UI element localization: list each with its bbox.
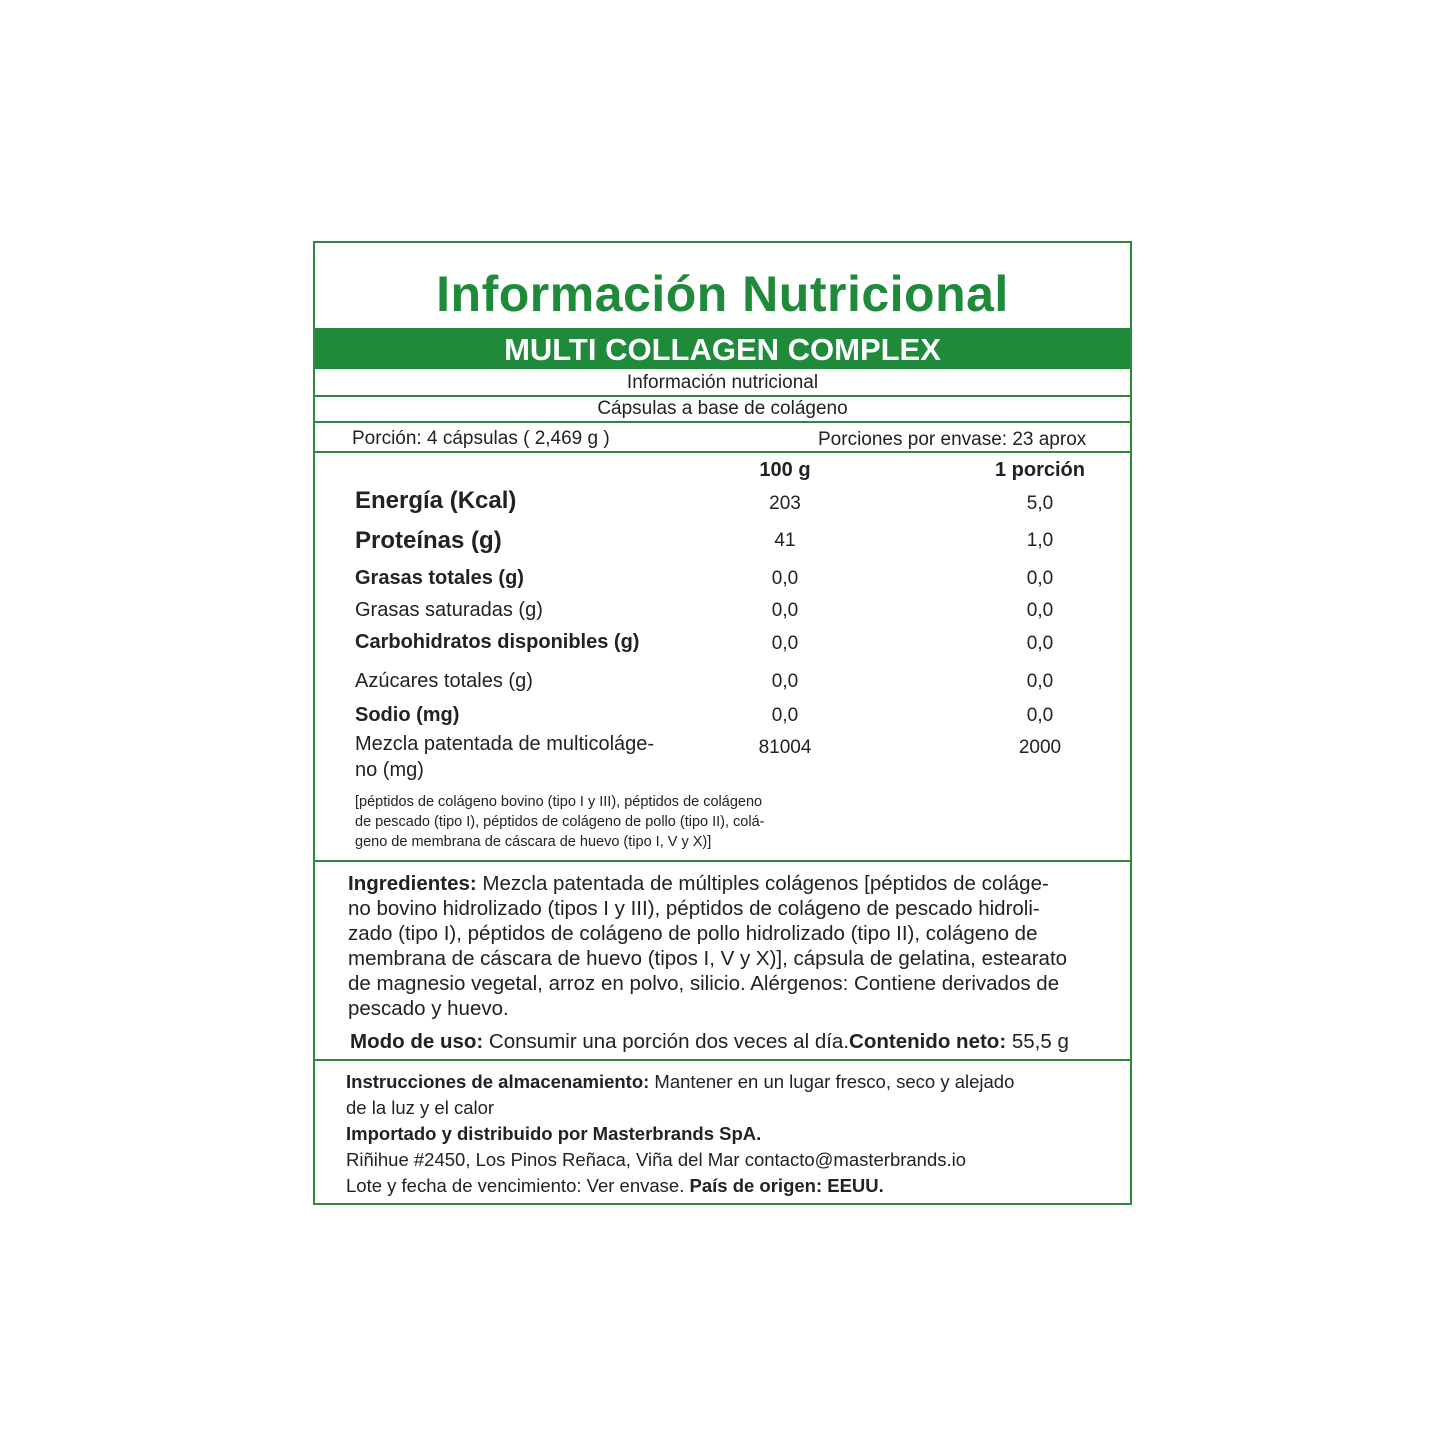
nutrient-label-protein: Proteínas (g) [355,527,502,554]
nutrient-value-100g: 0,0 [771,671,799,692]
divider [315,860,1130,862]
net-content-heading: Contenido neto: [849,1030,1007,1053]
servings-per-container: Porciones por envase: 23 aprox [818,429,1087,450]
nutrient-value-serving: 0,0 [1026,633,1054,654]
nutrient-value-100g: 0,0 [771,633,799,654]
net-content-value: 55,5 g [1006,1030,1069,1053]
nutrient-label-energy: Energía (Kcal) [355,487,517,514]
country-of-origin: País de origen: EEUU. [684,1175,884,1196]
divider [315,395,1130,397]
nutrient-value-100g: 203 [769,493,801,514]
ingredients-text: zado (tipo I), péptidos de colágeno de pollo hidrolizado (tipo II), colágeno de [348,922,1038,945]
divider [315,1059,1130,1061]
nutrient-label-sugars: Azúcares totales (g) [355,670,533,692]
nutrient-value-serving: 0,0 [1026,705,1054,726]
ingredients-heading: Ingredientes: [348,872,477,895]
ingredients-text: Mezcla patentada de múltiples colágenos [péptidos de coláge- [476,872,1049,895]
blend-note-line: [péptidos de colágeno bovino (tipo I y III), péptidos de colágeno [355,794,763,810]
nutrient-label-carbohydrates: Carbohidratos disponibles (g) [355,631,640,653]
nutrient-value-100g: 0,0 [771,705,799,726]
ingredients-text: no bovino hidrolizado (tipos I y III), péptidos de colágeno de pescado hidroli- [348,897,1040,920]
nutrient-value-100g: 0,0 [771,600,799,621]
nutrient-value-serving: 2000 [1018,737,1062,758]
nutrient-value-serving: 0,0 [1026,568,1054,589]
ingredients-text: membrana de cáscara de huevo (tipos I, V y X)], cápsula de gelatina, estearato [348,947,1068,970]
nutrition-label [313,241,1132,1205]
divider [315,451,1130,453]
importer: Importado y distribuido por Masterbrands SpA. [346,1123,762,1144]
ingredients-text: de magnesio vegetal, arroz en polvo, silicio. Alérgenos: Contiene derivados de [348,972,1060,995]
ingredients-text: pescado y huevo. [348,997,509,1020]
nutrient-label-sodium: Sodio (mg) [355,704,460,726]
nutrient-value-serving: 5,0 [1026,493,1054,514]
usage-text: Consumir una porción dos veces al día. [483,1030,850,1053]
subtitle-capsules: Cápsulas a base de colágeno [597,398,848,419]
blend-note-line: geno de membrana de cáscara de huevo (tipo I, V y X)] [355,834,712,850]
storage-heading: Instrucciones de almacenamiento: [346,1071,650,1092]
page-title: Información Nutricional [436,266,1009,322]
storage-block [346,1069,1014,1199]
usage-line [350,1029,1069,1054]
blend-note [355,792,764,852]
lot-info: Lote y fecha de vencimiento: Ver envase. [346,1175,685,1196]
serving-size: Porción: 4 cápsulas ( 2,469 g ) [352,428,610,449]
nutrient-label-collagen-blend: Mezcla patentada de multicoláge- [355,733,655,755]
nutrient-value-100g: 0,0 [771,568,799,589]
address: Riñihue #2450, Los Pinos Reñaca, Viña del Mar contacto@masterbrands.io [346,1149,967,1170]
nutrient-label-saturated-fat: Grasas saturadas (g) [355,599,543,621]
nutrient-value-serving: 0,0 [1026,600,1054,621]
ingredients-block [348,871,1123,1021]
nutrient-value-100g: 81004 [758,737,812,758]
storage-text: Mantener en un lugar fresco, seco y alejado [649,1071,1015,1092]
nutrient-label-total-fat: Grasas totales (g) [355,567,524,589]
column-header-100g: 100 g [759,459,811,481]
nutrient-label-collagen-blend-cont: no (mg) [355,759,424,781]
nutrient-value-serving: 0,0 [1026,671,1054,692]
storage-text: de la luz y el calor [346,1097,495,1118]
nutrient-value-100g: 41 [774,530,796,551]
subtitle-nutrition-info: Información nutricional [626,372,819,393]
divider [315,421,1130,423]
column-header-serving: 1 porción [994,459,1085,481]
usage-heading: Modo de uso: [350,1030,484,1053]
blend-note-line: de pescado (tipo I), péptidos de colágeno de pollo (tipo II), colá- [355,814,765,830]
nutrient-value-serving: 1,0 [1026,530,1054,551]
product-name-band: MULTI COLLAGEN COMPLEX [315,328,1130,369]
